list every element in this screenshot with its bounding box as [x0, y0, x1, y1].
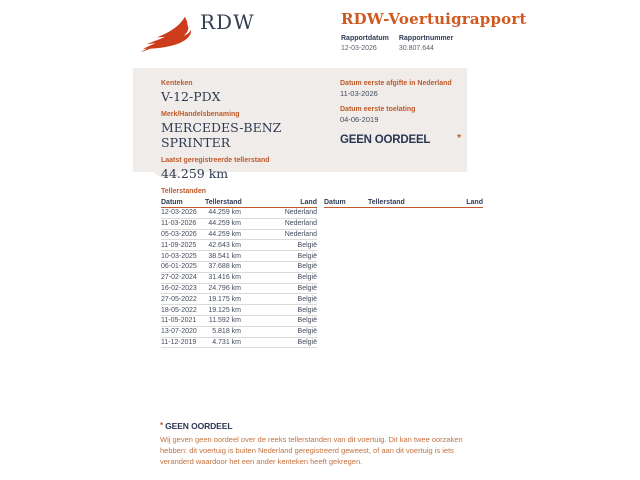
tellerstanden-tables: [161, 198, 483, 348]
table-row: [161, 327, 317, 338]
cell-datum: 11-03-2026: [161, 220, 197, 228]
table-row: [161, 219, 317, 230]
cell-tellerstand: 24.796 km: [208, 284, 241, 292]
tellerstanden-table-right: [324, 198, 483, 348]
cell-land: België: [297, 241, 317, 249]
table-header-row: [324, 198, 483, 208]
cell-tellerstand: 11.592 km: [208, 317, 241, 325]
cell-land: Nederland: [284, 220, 317, 228]
column-header-tellerstand: Tellerstand: [368, 199, 405, 206]
cell-land: België: [297, 263, 317, 271]
cell-land: Nederland: [284, 230, 317, 238]
table-row: [161, 305, 317, 316]
cell-tellerstand: 37.688 km: [208, 263, 241, 271]
report-number-label: Rapportnummer: [398, 35, 454, 42]
footnote-asterisk: *: [160, 421, 164, 430]
table-row: [161, 230, 317, 241]
cell-datum: 27-02-2024: [161, 274, 197, 282]
cell-land: België: [297, 274, 317, 282]
tellerstanden-section: [161, 188, 483, 348]
cell-land: België: [297, 252, 317, 260]
tellerstanden-table-left: [161, 198, 317, 348]
summary-right-column: [340, 80, 461, 146]
report-number-value: 30.807.644: [398, 45, 434, 52]
report-date-label: Rapportdatum: [341, 35, 389, 42]
cell-tellerstand: 4.731 km: [212, 338, 241, 346]
cell-datum: 11-12-2019: [161, 338, 197, 346]
vehicle-summary-box: [133, 68, 467, 181]
table-row: [161, 262, 317, 273]
cell-tellerstand: 38.541 km: [208, 252, 241, 260]
footnote-title: GEEN OORDEEL: [165, 421, 233, 431]
tellerstand-value: 44.259 km: [161, 165, 229, 181]
summary-left-column: [161, 80, 326, 188]
cell-land: België: [297, 295, 317, 303]
toelating-value: 04-06-2019: [340, 115, 379, 124]
merk-label: Merk/Handelsbenaming: [161, 110, 240, 118]
cell-tellerstand: 31.416 km: [208, 274, 241, 282]
kenteken-label: Kenteken: [161, 80, 193, 87]
report-date-value: 12-03-2026: [341, 45, 377, 52]
table-body: [161, 208, 317, 348]
verdict-text: GEEN OORDEEL: [340, 134, 431, 146]
cell-tellerstand: 44.259 km: [208, 220, 241, 228]
cell-datum: 16-02-2023: [161, 284, 197, 292]
geen-oordeel-footnote: [160, 421, 474, 468]
afgifte-label: Datum eerste afgifte in Nederland: [340, 80, 452, 87]
cell-tellerstand: 19.175 km: [208, 295, 241, 303]
column-header-land: Land: [466, 199, 483, 206]
cell-datum: 11-05-2021: [161, 317, 197, 325]
cell-tellerstand: 19.125 km: [208, 306, 241, 314]
table-row: [161, 294, 317, 305]
cell-datum: 06-01-2025: [161, 263, 197, 271]
table-row: [161, 208, 317, 219]
table-row: [161, 240, 317, 251]
cell-datum: 11-09-2025: [161, 241, 197, 249]
cell-tellerstand: 5.818 km: [212, 328, 241, 336]
footnote-heading: [160, 421, 474, 431]
rdw-logo-wordmark: RDW: [200, 10, 255, 34]
cell-land: België: [297, 306, 317, 314]
report-meta: [341, 35, 541, 52]
cell-tellerstand: 44.259 km: [208, 230, 241, 238]
cell-land: België: [297, 338, 317, 346]
table-row: [161, 316, 317, 327]
cell-land: België: [297, 284, 317, 292]
verdict-asterisk: *: [457, 133, 461, 144]
cell-land: België: [297, 328, 317, 336]
cell-datum: 27-05-2022: [161, 295, 197, 303]
merk-line1: MERCEDES-BENZ: [161, 119, 282, 135]
table-row: [161, 273, 317, 284]
table-row: [161, 284, 317, 295]
rdw-wing-icon: [138, 14, 196, 54]
cell-tellerstand: 44.259 km: [208, 209, 241, 217]
report-number: [399, 35, 453, 52]
cell-datum: 10-03-2025: [161, 252, 197, 260]
cell-datum: 18-05-2022: [161, 306, 197, 314]
table-row: [161, 338, 317, 349]
verdict-row: [340, 134, 461, 146]
table-row: [161, 251, 317, 262]
table-header-row: [161, 198, 317, 208]
report-date: [341, 35, 389, 52]
column-header-land: Land: [300, 199, 317, 206]
column-header-datum: Datum: [324, 199, 346, 206]
cell-datum: 13-07-2020: [161, 328, 197, 336]
tellerstand-label: Laatst geregistreerde tellerstand: [161, 156, 270, 164]
cell-land: Nederland: [284, 209, 317, 217]
tellerstanden-label: Tellerstanden: [161, 188, 206, 195]
report-header: [341, 10, 541, 52]
cell-land: België: [297, 317, 317, 325]
kenteken-value: V-12-PDX: [161, 89, 221, 104]
rdw-logo: [138, 8, 255, 54]
merk-value: [161, 120, 326, 151]
cell-datum: 12-03-2026: [161, 209, 197, 217]
afgifte-value: 11-03-2026: [340, 89, 378, 98]
column-header-tellerstand: Tellerstand: [205, 199, 242, 206]
cell-datum: 05-03-2026: [161, 230, 197, 238]
page-title: RDW-Voertuigrapport: [341, 10, 527, 28]
merk-line2: SPRINTER: [161, 135, 231, 151]
footnote-body: Wij geven geen oordeel over de reeks tellerstanden van dit voertuig. Dit kan twee oorzaken hebben: dit voertuig is buiten Nederland geregistreerd geweest, of aan dit voertuig is iets veranderd waardoor het een ander kenteken heeft gekregen.: [160, 435, 463, 466]
toelating-label: Datum eerste toelating: [340, 106, 416, 113]
cell-tellerstand: 42.643 km: [208, 241, 241, 249]
column-header-datum: Datum: [161, 199, 183, 206]
